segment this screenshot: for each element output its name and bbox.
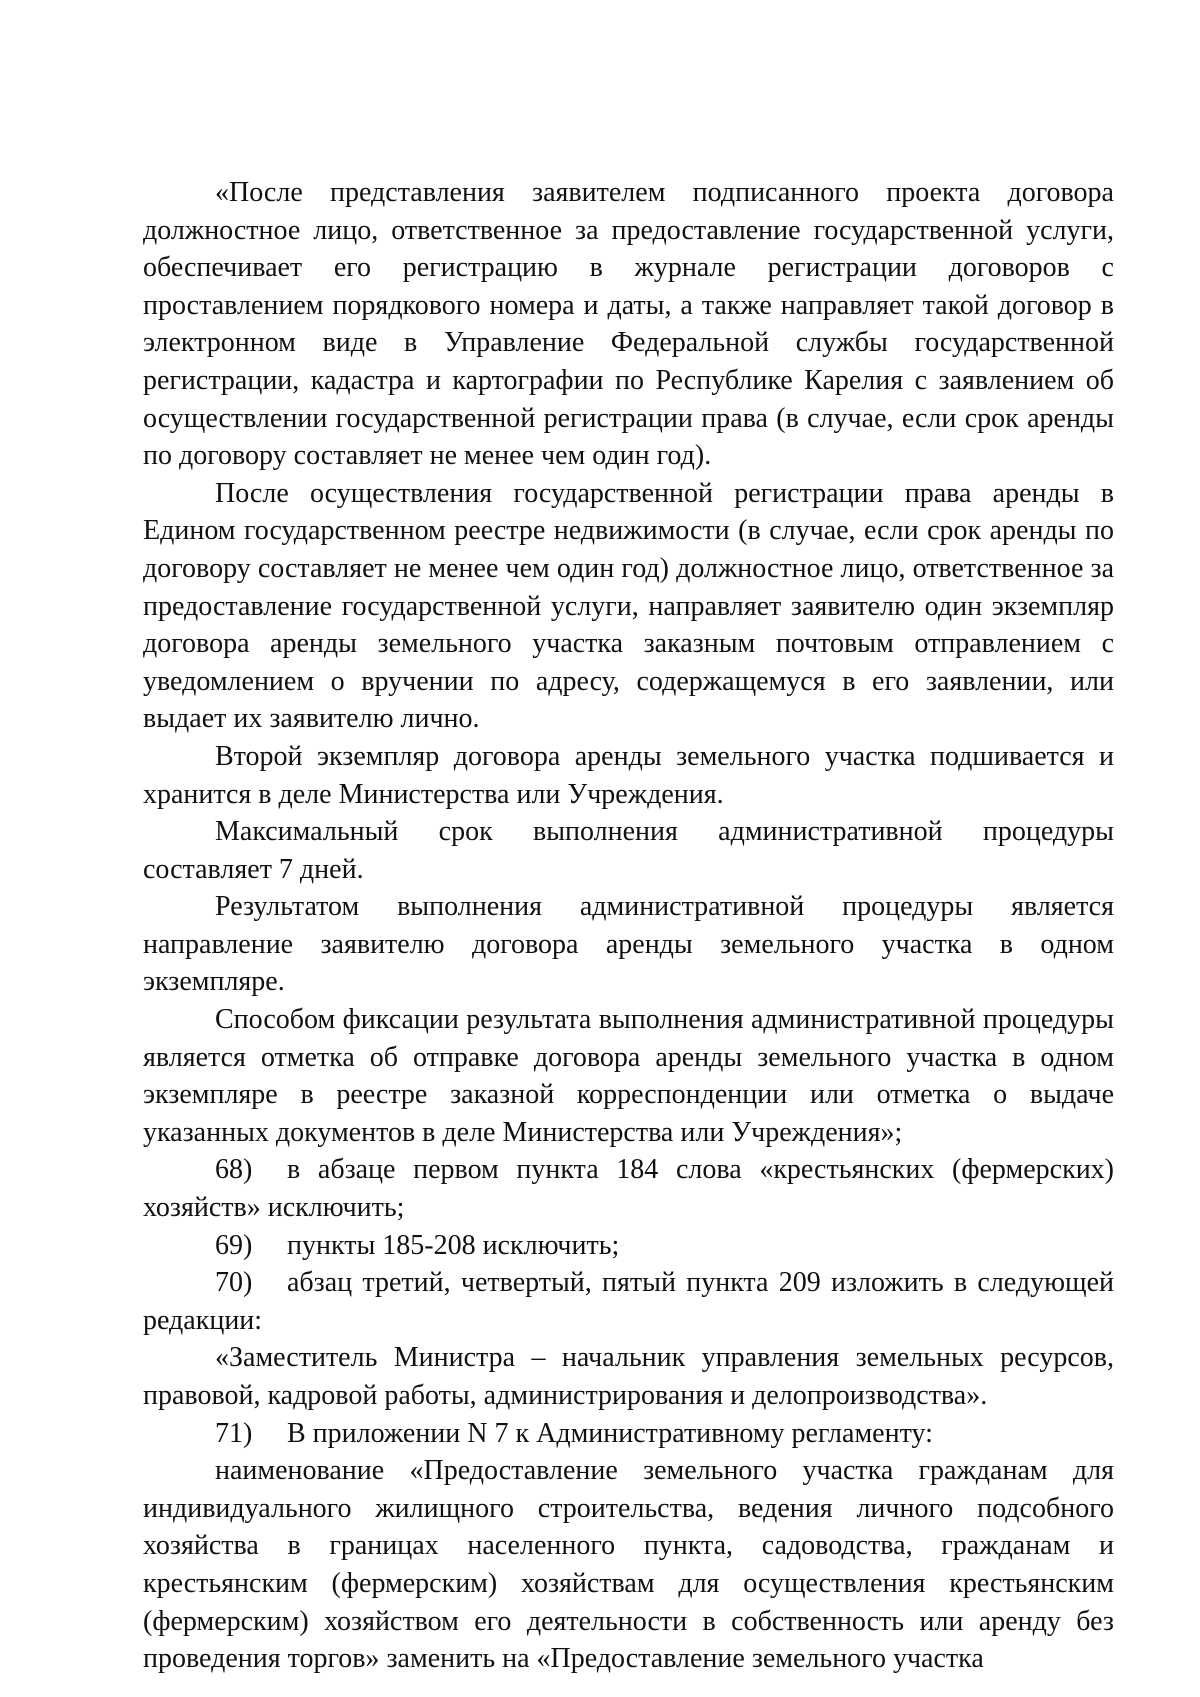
item-number: 70) bbox=[215, 1267, 253, 1299]
paragraph-rename-appendix: наименование «Предоставление земельного участка гражданам для индивидуального жилищного строительства, ведения личного подсобного хозяйства в границах населенного пункта, садоводства, гражданам и крестьянским (фермерским) хозяйствам для осуществления крестьянским (фермерским) хозяйством его деятельности в собственность или аренду без проведения торгов» заменить на «Предоставление земельного участка bbox=[143, 1455, 1114, 1675]
list-item-68 bbox=[143, 1151, 1114, 1226]
item-text: В приложении N 7 к Административному регламенту: bbox=[287, 1417, 933, 1449]
list-item-69 bbox=[143, 1227, 1114, 1265]
paragraph-after-registration: После осуществления государственной регистрации права аренды в Едином государственном реестре недвижимости (в случае, если срок аренды по договору составляет не менее чем один год) должностное лицо, ответственное за предоставление государственной услуги, направляет заявителю один экземпляр договора аренды земельного участка заказным почтовым отправлением с уведомлением о вручении по адресу, содержащемуся в его заявлении, или выдает их заявителю лично. bbox=[143, 477, 1114, 735]
document-body bbox=[143, 174, 1114, 1678]
paragraph-registration: «После представления заявителем подписанного проекта договора должностное лицо, ответственное за предоставление государственной услуги, обеспечивает его регистрацию в журнале регистрации договоров с проставлением порядкового номера и даты, а также направляет такой договор в электронном виде в Управление Федеральной службы государственной регистрации, кадастра и картографии по Республике Карелия с заявлением об осуществлении государственной регистрации права (в случае, если срок аренды по договору составляет не менее чем один год). bbox=[143, 177, 1114, 472]
list-item-71 bbox=[143, 1415, 1114, 1453]
item-number: 68) bbox=[215, 1154, 253, 1186]
item-text: в абзаце первом пункта 184 слова «крестьянских (фермерских) хозяйств» исключить; bbox=[143, 1154, 1114, 1224]
item-number: 71) bbox=[215, 1417, 253, 1449]
paragraph-fixation-method: Способом фиксации результата выполнения административной процедуры является отметка об отправке договора аренды земельного участка в одном экземпляре в реестре заказной корреспонденции или отметка о выдаче указанных документов в деле Министерства или Учреждения»; bbox=[143, 1004, 1114, 1148]
list-item-70 bbox=[143, 1264, 1114, 1339]
item-text: пункты 185-208 исключить; bbox=[287, 1229, 620, 1261]
paragraph-result: Результатом выполнения административной процедуры является направление заявителю договора аренды земельного участка в одном экземпляре. bbox=[143, 891, 1114, 998]
paragraph-second-copy: Второй экземпляр договора аренды земельного участка подшивается и хранится в деле Министерства или Учреждения. bbox=[143, 740, 1114, 810]
item-text: абзац третий, четвертый, пятый пункта 209 изложить в следующей редакции: bbox=[143, 1267, 1114, 1336]
paragraph-deputy-minister-quote: «Заместитель Министра – начальник управления земельных ресурсов, правовой, кадровой работы, администрирования и делопроизводства». bbox=[143, 1342, 1114, 1411]
item-number: 69) bbox=[215, 1229, 253, 1261]
paragraph-max-term: Максимальный срок выполнения административной процедуры составляет 7 дней. bbox=[143, 816, 1114, 885]
